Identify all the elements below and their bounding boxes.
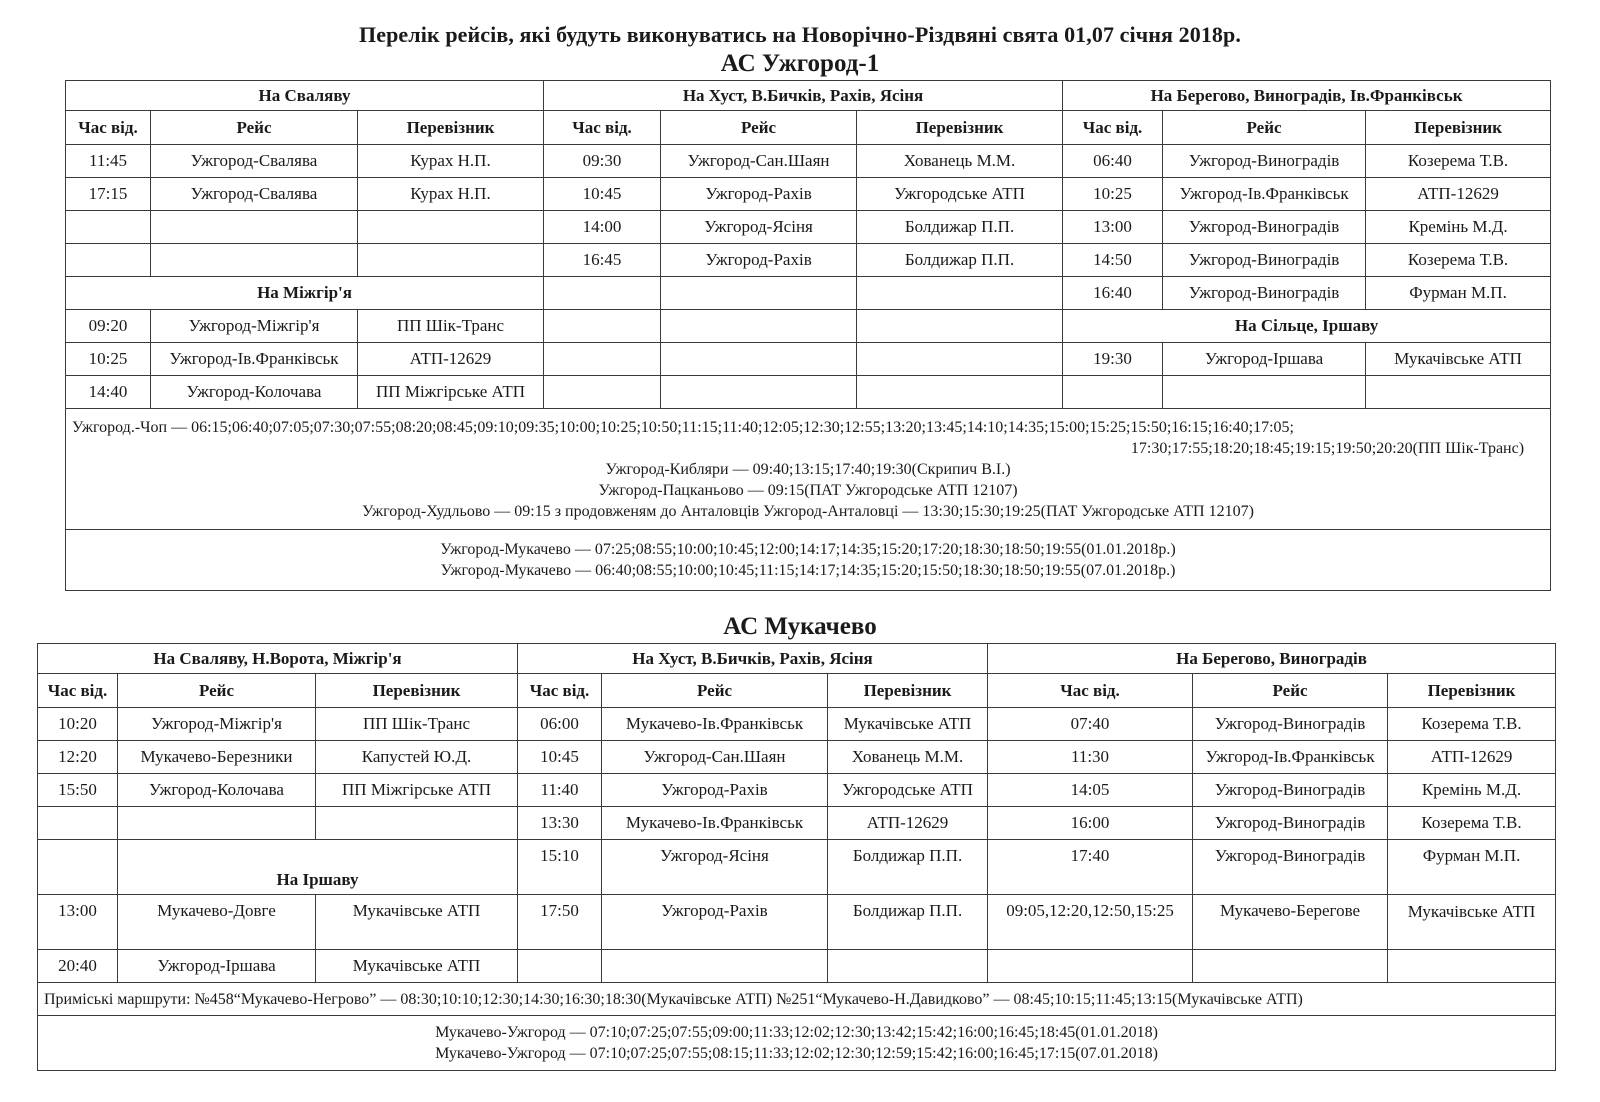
route: Ужгород-Міжгір'я	[151, 310, 358, 343]
departure-time: 16:40	[1063, 277, 1163, 310]
empty-cell	[1193, 950, 1388, 983]
carrier: Болдижар П.П.	[828, 840, 988, 895]
note-line: 17:30;17:55;18:20;18:45;19:15;19:50;20:20(ПП Шік-Транс)	[1130, 439, 1525, 457]
route: Ужгород-Виноградів	[1193, 840, 1388, 895]
departure-time: 13:30	[518, 807, 602, 840]
route: Ужгород-Сан.Шаян	[661, 145, 857, 178]
section-title-svaliava: На Сваляву, Н.Ворота, Міжгір'я	[38, 644, 518, 674]
empty-cell	[544, 376, 661, 409]
notes-row	[38, 983, 1556, 1016]
route: Ужгород-Виноградів	[1163, 145, 1366, 178]
station-title-mukachevo: АС Мукачево	[723, 613, 877, 640]
col-header-route: Рейс	[602, 674, 828, 708]
route: Ужгород-Ів.Франківськ	[1193, 741, 1388, 774]
section-title-svaliava: На Сваляву	[66, 81, 544, 111]
section-title-mizhhiria: На Міжгір'я	[66, 277, 544, 310]
route: Ужгород-Рахів	[602, 895, 828, 950]
empty-cell	[544, 310, 661, 343]
carrier: ПП Шік-Транс	[316, 708, 518, 741]
empty-cell	[38, 840, 118, 895]
departure-time: 16:45	[544, 244, 661, 277]
empty-cell	[38, 807, 118, 840]
empty-cell	[857, 376, 1063, 409]
document-title: Перелік рейсів, які будуть виконуватись на Новорічно-Різдвяні свята 01,07 січня 2018р.	[359, 22, 1241, 47]
col-header-time: Час від.	[38, 674, 118, 708]
route: Ужгород-Виноградів	[1163, 277, 1366, 310]
notes-row	[66, 530, 1551, 591]
empty-cell	[988, 950, 1193, 983]
empty-cell	[828, 950, 988, 983]
carrier: Мукачівське АТП	[316, 950, 518, 983]
departure-time: 14:05	[988, 774, 1193, 807]
empty-cell	[1388, 950, 1556, 983]
route: Мукачево-Ів.Франківськ	[602, 807, 828, 840]
section-title-berehovo: На Берегово, Виноградів	[988, 644, 1556, 674]
route: Ужгород-Свалява	[151, 145, 358, 178]
uzhhorod-route-notes	[38, 1016, 1556, 1071]
carrier: Мукачівське АТП	[316, 895, 518, 950]
empty-cell	[1163, 376, 1366, 409]
departure-time: 09:05,12:20,12:50,15:25	[988, 895, 1193, 950]
departure-time: 11:40	[518, 774, 602, 807]
note-line: Ужгород-Мукачево — 06:40;08:55;10:00;10:45;11:15;14:17;14:35;15:20;15:50;18:30;18:50;19:55(07.01.2018р.)	[440, 562, 1176, 579]
route: Ужгород-Виноградів	[1163, 244, 1366, 277]
suburban-routes-note: Приміські маршрути: №458“Мукачево-Негрово” — 08:30;10:10;12:30;14:30;16:30;18:30(Мукачівське АТП) №251“Мукачево-Н.Давидково” — 08:45;10:15;11:45;13:15(Мукачівське АТП)	[38, 983, 1556, 1016]
carrier: Хованець М.М.	[828, 741, 988, 774]
empty-cell	[661, 277, 857, 310]
table-row	[66, 343, 1551, 376]
carrier: Хованець М.М.	[857, 145, 1063, 178]
empty-cell	[1366, 376, 1551, 409]
route: Ужгород-Свалява	[151, 178, 358, 211]
col-header-time: Час від.	[518, 674, 602, 708]
col-header-time: Час від.	[66, 111, 151, 145]
departure-time: 14:40	[66, 376, 151, 409]
carrier: Козерема Т.В.	[1366, 244, 1551, 277]
carrier: Кремінь М.Д.	[1366, 211, 1551, 244]
col-header-carrier: Перевізник	[857, 111, 1063, 145]
departure-time: 10:25	[66, 343, 151, 376]
departure-time: 17:40	[988, 840, 1193, 895]
empty-cell	[857, 277, 1063, 310]
carrier: Ужгородське АТП	[857, 178, 1063, 211]
uzhhorod-schedule-table	[65, 80, 1551, 591]
departure-time: 20:40	[38, 950, 118, 983]
departure-time: 14:00	[544, 211, 661, 244]
route: Ужгород-Колочава	[151, 376, 358, 409]
table-row	[38, 895, 1556, 950]
departure-time: 11:45	[66, 145, 151, 178]
carrier: Болдижар П.П.	[828, 895, 988, 950]
empty-cell	[66, 244, 151, 277]
departure-time: 19:30	[1063, 343, 1163, 376]
departure-time: 17:15	[66, 178, 151, 211]
empty-cell	[661, 343, 857, 376]
table-row	[38, 807, 1556, 840]
notes-row	[66, 409, 1551, 530]
empty-cell	[857, 310, 1063, 343]
suburban-notes	[66, 409, 1551, 530]
carrier: ПП Міжгірське АТП	[358, 376, 544, 409]
empty-cell	[118, 807, 316, 840]
table-row	[38, 774, 1556, 807]
col-header-route: Рейс	[1163, 111, 1366, 145]
route: Ужгород-Ясіня	[661, 211, 857, 244]
empty-cell	[316, 807, 518, 840]
departure-time: 10:45	[518, 741, 602, 774]
carrier: Козерема Т.В.	[1388, 807, 1556, 840]
table-row	[66, 145, 1551, 178]
route: Ужгород-Ясіня	[602, 840, 828, 895]
departure-time: 06:40	[1063, 145, 1163, 178]
departure-time: 16:00	[988, 807, 1193, 840]
departure-time: 17:50	[518, 895, 602, 950]
route: Ужгород-Ів.Франківськ	[151, 343, 358, 376]
empty-cell	[358, 244, 544, 277]
route: Ужгород-Рахів	[661, 244, 857, 277]
carrier: Мукачівське АТП	[828, 708, 988, 741]
route: Ужгород-Колочава	[118, 774, 316, 807]
empty-cell	[151, 244, 358, 277]
station-title-uzhhorod: АС Ужгород-1	[720, 50, 880, 77]
table-row	[66, 244, 1551, 277]
notes-row	[38, 1016, 1556, 1071]
departure-time: 10:20	[38, 708, 118, 741]
table-row	[66, 277, 1551, 310]
route: Мукачево-Березники	[118, 741, 316, 774]
carrier: Курах Н.П.	[358, 178, 544, 211]
table-row	[66, 376, 1551, 409]
route: Ужгород-Рахів	[661, 178, 857, 211]
departure-time: 13:00	[38, 895, 118, 950]
note-line: Мукачево-Ужгород — 07:10;07:25;07:55;08:15;11:33;12:02;12:30;12:59;15:42;16:00;16:45;17:15(07.01.2018)	[435, 1045, 1158, 1062]
route: Ужгород-Виноградів	[1193, 807, 1388, 840]
col-header-route: Рейс	[1193, 674, 1388, 708]
empty-cell	[661, 310, 857, 343]
carrier: АТП-12629	[828, 807, 988, 840]
carrier: Курах Н.П.	[358, 145, 544, 178]
section-title-siltse: На Сільце, Іршаву	[1063, 310, 1551, 343]
note-line: Мукачево-Ужгород — 07:10;07:25;07:55;09:00;11:33;12:02;12:30;13:42;15:42;16:00;16:45;18:45(01.01.2018)	[435, 1024, 1158, 1041]
note-line: Ужгород.-Чоп — 06:15;06:40;07:05;07:30;07:55;08:20;08:45;09:10;09:35;10:00;10:25;10:50;11:15;11:40;12:05;12:30;12:55;13:20;13:45;14:10;14:35;15:00;15:25;15:50;16:15;16:40;17:05;	[72, 418, 1294, 436]
table-row	[66, 178, 1551, 211]
empty-cell	[661, 376, 857, 409]
departure-time: 10:25	[1063, 178, 1163, 211]
carrier: Кремінь М.Д.	[1388, 774, 1556, 807]
col-header-time: Час від.	[988, 674, 1193, 708]
col-header-time: Час від.	[544, 111, 661, 145]
section-title-berehovo: На Берегово, Виноградів, Ів.Франківськ	[1063, 81, 1551, 111]
departure-time: 15:50	[38, 774, 118, 807]
mukachevo-schedule-table	[37, 643, 1556, 1071]
section-title-irshava: На Іршаву	[118, 840, 518, 895]
carrier: Ужгородське АТП	[828, 774, 988, 807]
departure-time: 06:00	[518, 708, 602, 741]
note-line: Ужгород-Кибляри — 09:40;13:15;17:40;19:30(Скрипич В.І.)	[605, 460, 1011, 478]
empty-cell	[857, 343, 1063, 376]
route: Ужгород-Виноградів	[1193, 708, 1388, 741]
route: Мукачево-Ів.Франківськ	[602, 708, 828, 741]
carrier: Фурман М.П.	[1388, 840, 1556, 895]
departure-time: 11:30	[988, 741, 1193, 774]
route: Ужгород-Сан.Шаян	[602, 741, 828, 774]
note-line: Ужгород-Мукачево — 07:25;08:55;10:00;10:45;12:00;14:17;14:35;15:20;17:20;18:30;18:50;19:55(01.01.2018р.)	[440, 541, 1176, 558]
carrier: Мукачівське АТП	[1366, 343, 1551, 376]
empty-cell	[602, 950, 828, 983]
route: Ужгород-Міжгір'я	[118, 708, 316, 741]
col-header-route: Рейс	[118, 674, 316, 708]
empty-cell	[66, 211, 151, 244]
table-row	[38, 950, 1556, 983]
departure-time: 13:00	[1063, 211, 1163, 244]
empty-cell	[518, 950, 602, 983]
empty-cell	[358, 211, 544, 244]
table-row	[38, 741, 1556, 774]
departure-time: 14:50	[1063, 244, 1163, 277]
empty-cell	[544, 277, 661, 310]
carrier: АТП-12629	[358, 343, 544, 376]
carrier: Болдижар П.П.	[857, 211, 1063, 244]
departure-time: 15:10	[518, 840, 602, 895]
section-title-khust: На Хуст, В.Бичків, Рахів, Ясіня	[544, 81, 1063, 111]
table-row	[66, 211, 1551, 244]
col-header-carrier: Перевізник	[828, 674, 988, 708]
table-row	[38, 840, 1556, 895]
col-header-carrier: Перевізник	[316, 674, 518, 708]
carrier: Козерема Т.В.	[1388, 708, 1556, 741]
table-row	[38, 708, 1556, 741]
departure-time: 09:30	[544, 145, 661, 178]
departure-time: 12:20	[38, 741, 118, 774]
carrier: Козерема Т.В.	[1366, 145, 1551, 178]
col-header-route: Рейс	[661, 111, 857, 145]
route: Мукачево-Довге	[118, 895, 316, 950]
section-title-khust: На Хуст, В.Бичків, Рахів, Ясіня	[518, 644, 988, 674]
route: Ужгород-Іршава	[1163, 343, 1366, 376]
col-header-route: Рейс	[151, 111, 358, 145]
empty-cell	[151, 211, 358, 244]
carrier: Капустей Ю.Д.	[316, 741, 518, 774]
route: Ужгород-Рахів	[602, 774, 828, 807]
col-header-carrier: Перевізник	[1388, 674, 1556, 708]
mukachevo-route-notes	[66, 530, 1551, 591]
route: Ужгород-Виноградів	[1193, 774, 1388, 807]
route: Ужгород-Виноградів	[1163, 211, 1366, 244]
carrier: Болдижар П.П.	[857, 244, 1063, 277]
note-line: Ужгород-Пацканьово — 09:15(ПАТ Ужгородське АТП 12107)	[598, 481, 1018, 499]
col-header-carrier: Перевізник	[358, 111, 544, 145]
carrier: Мукачівське АТП	[1388, 895, 1556, 950]
departure-time: 07:40	[988, 708, 1193, 741]
empty-cell	[544, 343, 661, 376]
departure-time: 09:20	[66, 310, 151, 343]
route: Ужгород-Ів.Франківськ	[1163, 178, 1366, 211]
table-row	[66, 310, 1551, 343]
note-line: Ужгород-Худльово — 09:15 з продовженям до Анталовців Ужгород-Анталовці — 13:30;15:30;19:25(ПАТ Ужгородське АТП 12107)	[362, 502, 1254, 520]
empty-cell	[1063, 376, 1163, 409]
carrier: ПП Міжгірське АТП	[316, 774, 518, 807]
col-header-time: Час від.	[1063, 111, 1163, 145]
carrier: АТП-12629	[1366, 178, 1551, 211]
carrier: ПП Шік-Транс	[358, 310, 544, 343]
carrier: АТП-12629	[1388, 741, 1556, 774]
route: Мукачево-Берегове	[1193, 895, 1388, 950]
col-header-carrier: Перевізник	[1366, 111, 1551, 145]
route: Ужгород-Іршава	[118, 950, 316, 983]
departure-time: 10:45	[544, 178, 661, 211]
carrier: Фурман М.П.	[1366, 277, 1551, 310]
